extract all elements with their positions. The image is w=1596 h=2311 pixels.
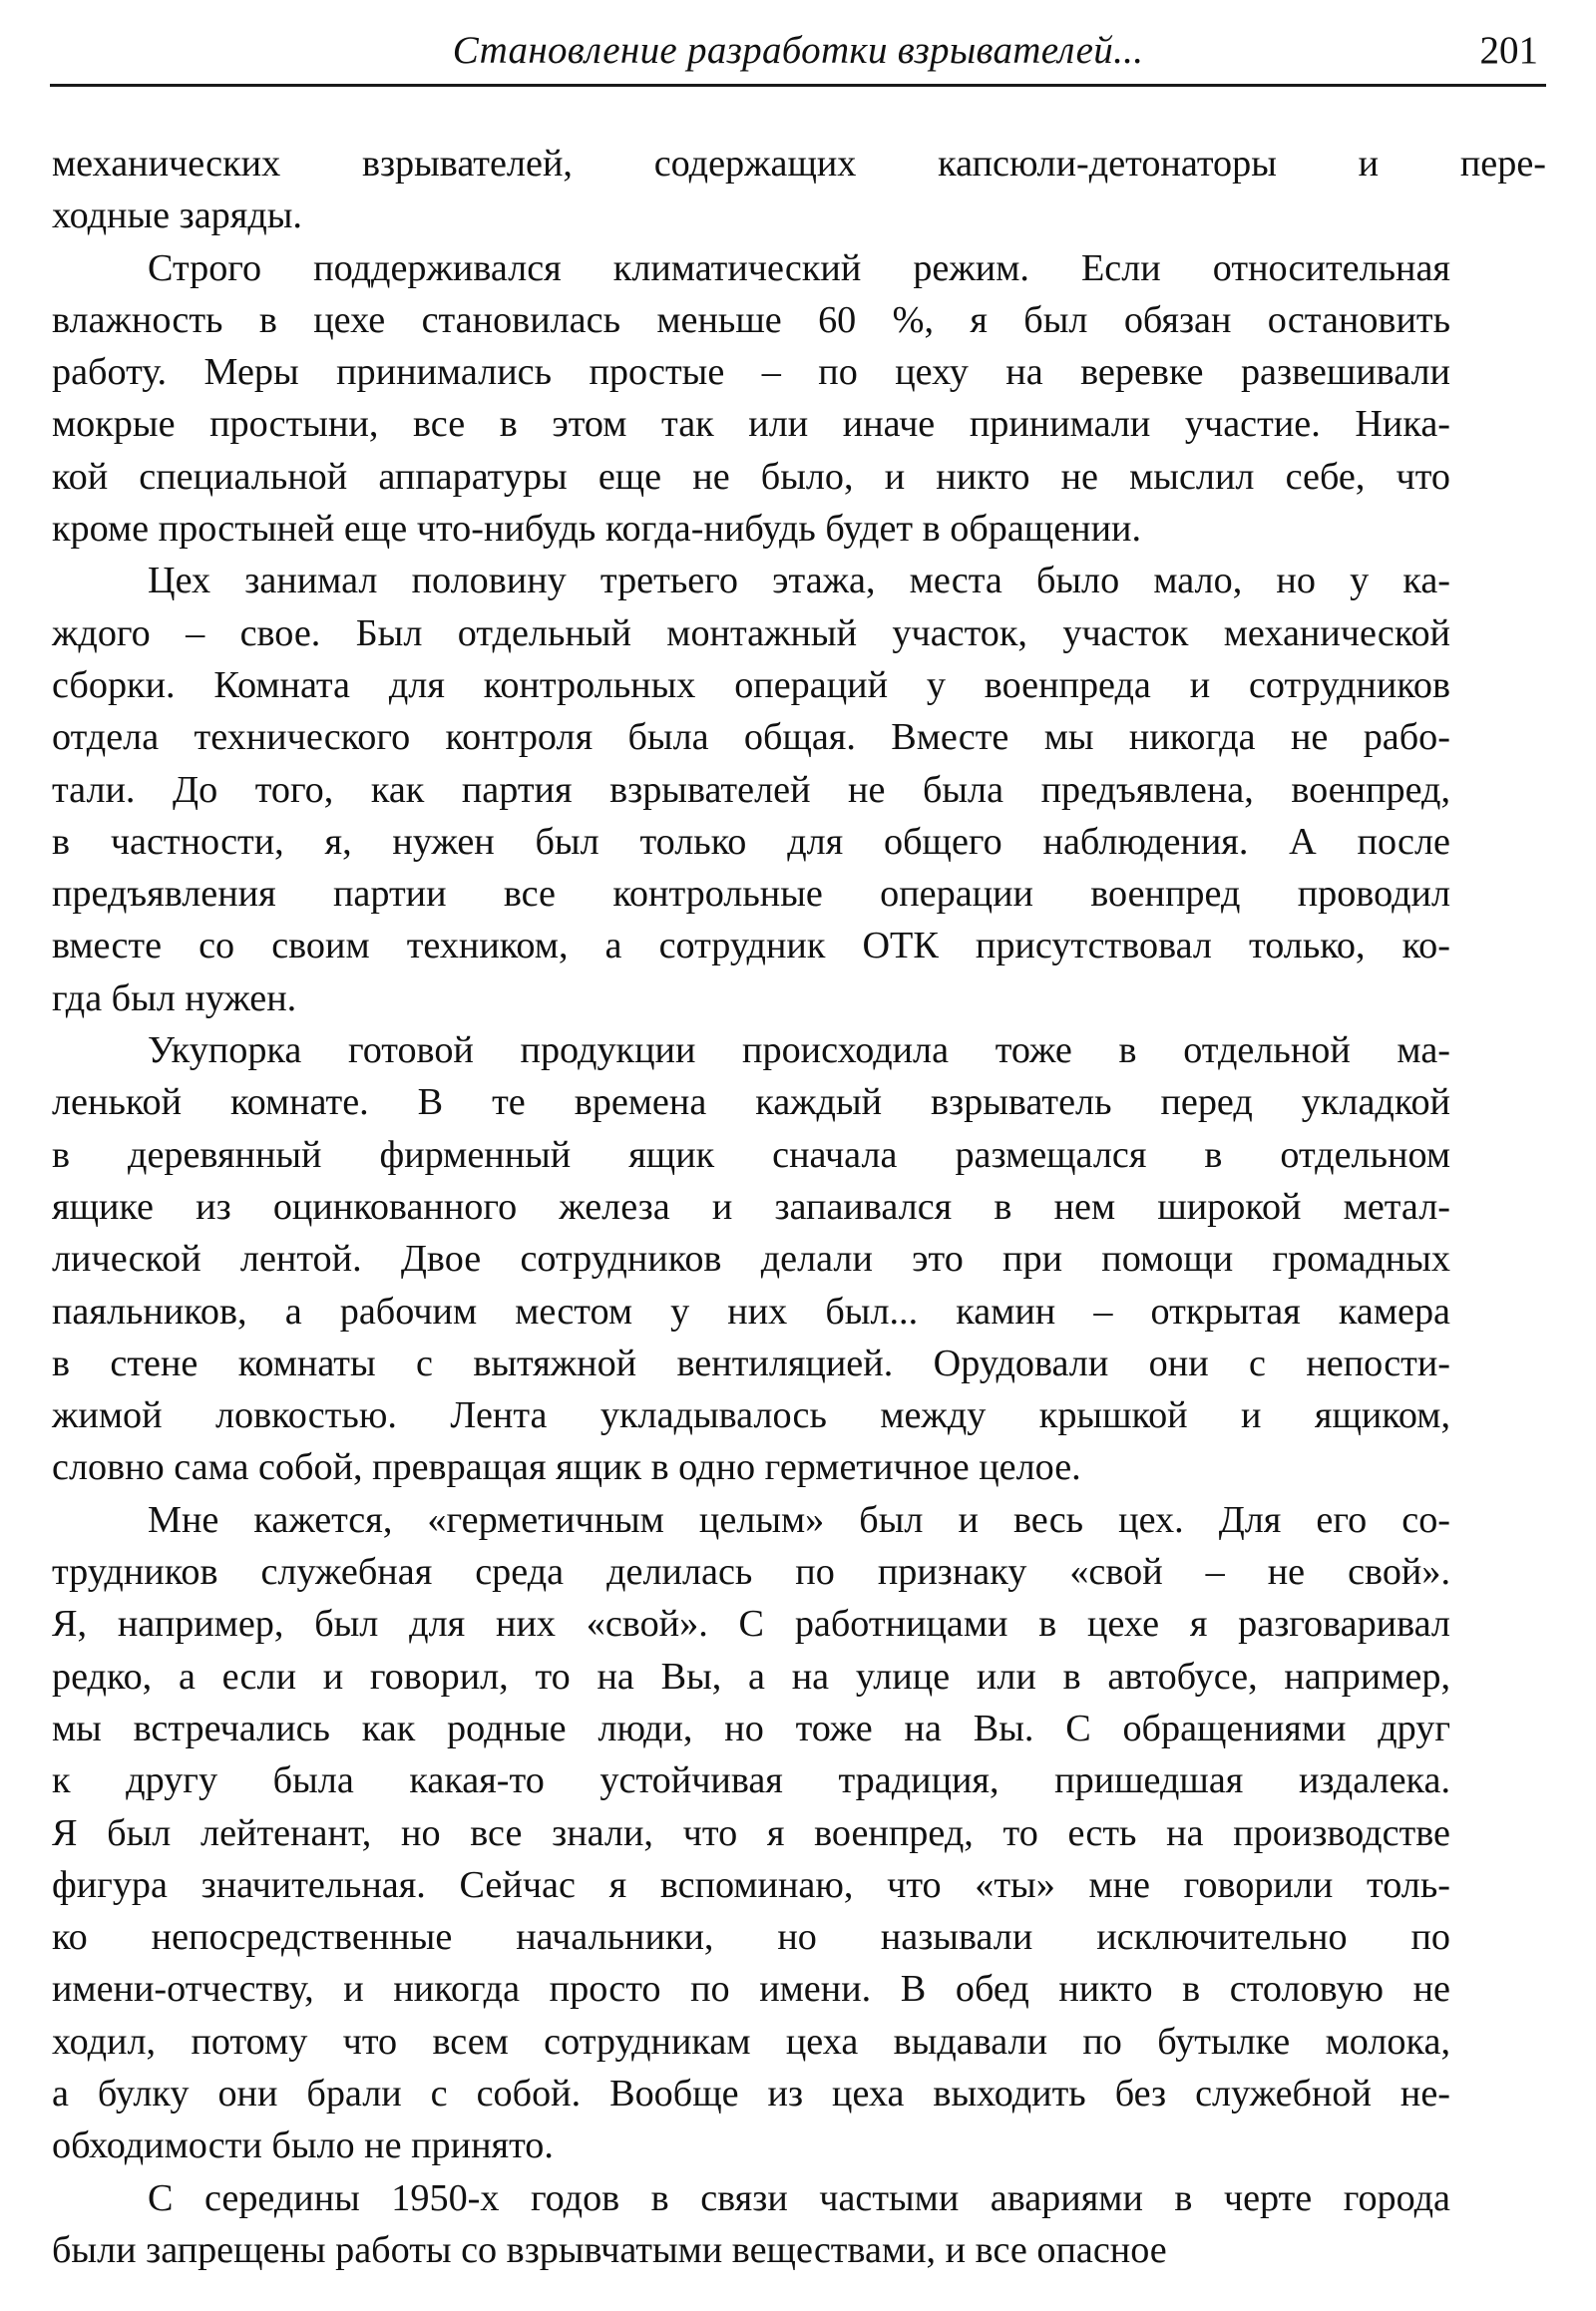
text-line: в деревянный фирменный ящик сначала размещался в отдельном [52,1133,1450,1176]
text-line: механических взрывателей, содержащих капсюли-детонаторы и пере- [52,143,1546,185]
text-line: влажность в цехе становилась меньше 60 %, я был обязан остановить [52,298,1450,341]
paragraph-4 [52,1024,1546,1494]
text-line: редко, а если и говорил, то на Вы, а на улице или в автобусе, например, [52,1655,1450,1698]
text-line: Цех занимал половину третьего этажа, места было мало, но у ка- [148,560,1450,602]
paragraph-2 [52,242,1546,556]
paragraph-1 [52,138,1546,242]
text-line: были запрещены работы со взрывчатыми веществами, и все опасное [52,2228,1167,2271]
text-line: предъявления партии все контрольные операции военпред проводил [52,873,1450,916]
text-line: гда был нужен. [52,976,297,1019]
text-line: тали. До того, как партия взрывателей не была предъявлена, военпред, [52,768,1450,811]
text-line: Укупорка готовой продукции происходила тоже в отдельной ма- [148,1029,1450,1072]
text-line: ждого – свое. Был отдельный монтажный участок, участок механической [52,611,1450,654]
running-header [50,22,1546,87]
text-line: трудников служебная среда делилась по признаку «свой – не свой». [52,1551,1450,1594]
text-line: а булку они брали с собой. Вообще из цеха выходить без служебной не- [52,2072,1450,2115]
text-line: кроме простыней еще что-нибудь когда-нибудь будет в обращении. [52,508,1142,551]
text-line: Я был лейтенант, но все знали, что я военпред, то есть на производстве [52,1811,1450,1854]
text-line: в стене комнаты с вытяжной вентиляцией. Орудовали они с непости- [52,1342,1450,1384]
paragraph-5 [52,1494,1546,2172]
text-line: в частности, я, нужен был только для общего наблюдения. А после [52,820,1450,863]
running-title: Становление разработки взрывателей... [452,29,1144,72]
paragraph-3 [52,555,1546,1024]
text-line: ходные заряды. [52,194,302,237]
text-line: обходимости было не принято. [52,2124,554,2167]
text-line: работу. Меры принимались простые – по цеху на веревке развешивали [52,351,1450,394]
text-line: к другу была какая-то устойчивая традиция, пришедшая издалека. [52,1759,1450,1802]
text-line: ко непосредственные начальники, но называли исключительно по [52,1916,1450,1959]
text-line: Я, например, был для них «свой». С работницами в цехе я разговаривал [52,1603,1450,1646]
text-line: фигура значительная. Сейчас я вспоминаю, что «ты» мне говорили толь- [52,1863,1450,1906]
text-line: паяльников, а рабочим местом у них был... камин – открытая камера [52,1290,1450,1333]
text-line: словно сама собой, превращая ящик в одно герметичное целое. [52,1446,1081,1489]
text-line: кой специальной аппаратуры еще не было, и никто не мыслил себе, что [52,455,1450,498]
text-line: Строго поддерживался климатический режим. Если относительная [148,246,1450,289]
text-line: Мне кажется, «герметичным целым» был и весь цех. Для его со- [148,1498,1450,1541]
page-number: 201 [1479,29,1538,72]
text-line: С середины 1950-х годов в связи частыми авариями в черте города [148,2176,1450,2219]
text-line: вместе со своим техником, а сотрудник ОТК присутствовал только, ко- [52,925,1450,967]
text-line: отдела технического контроля была общая. Вместе мы никогда не рабо- [52,716,1450,759]
text-line: сборки. Комната для контрольных операций у военпреда и сотрудников [52,663,1450,706]
body-text [52,138,1546,2276]
text-line: жимой ловкостью. Лента укладывалось между крышкой и ящиком, [52,1394,1450,1437]
text-line: лической лентой. Двое сотрудников делали это при помощи громадных [52,1238,1450,1281]
text-line: мокрые простыни, все в этом так или иначе принимали участие. Ника- [52,403,1450,446]
paragraph-6 [52,2172,1546,2277]
text-line: ящике из оцинкованного железа и запаивался в нем широкой метал- [52,1185,1450,1228]
text-line: ходил, потому что всем сотрудникам цеха выдавали по бутылке молока, [52,2020,1450,2063]
text-line: ленькой комнате. В те времена каждый взрыватель перед укладкой [52,1081,1450,1124]
text-line: имени-отчеству, и никогда просто по имени. В обед никто в столовую не [52,1968,1450,2011]
text-line: мы встречались как родные люди, но тоже на Вы. С обращениями друг [52,1707,1450,1749]
